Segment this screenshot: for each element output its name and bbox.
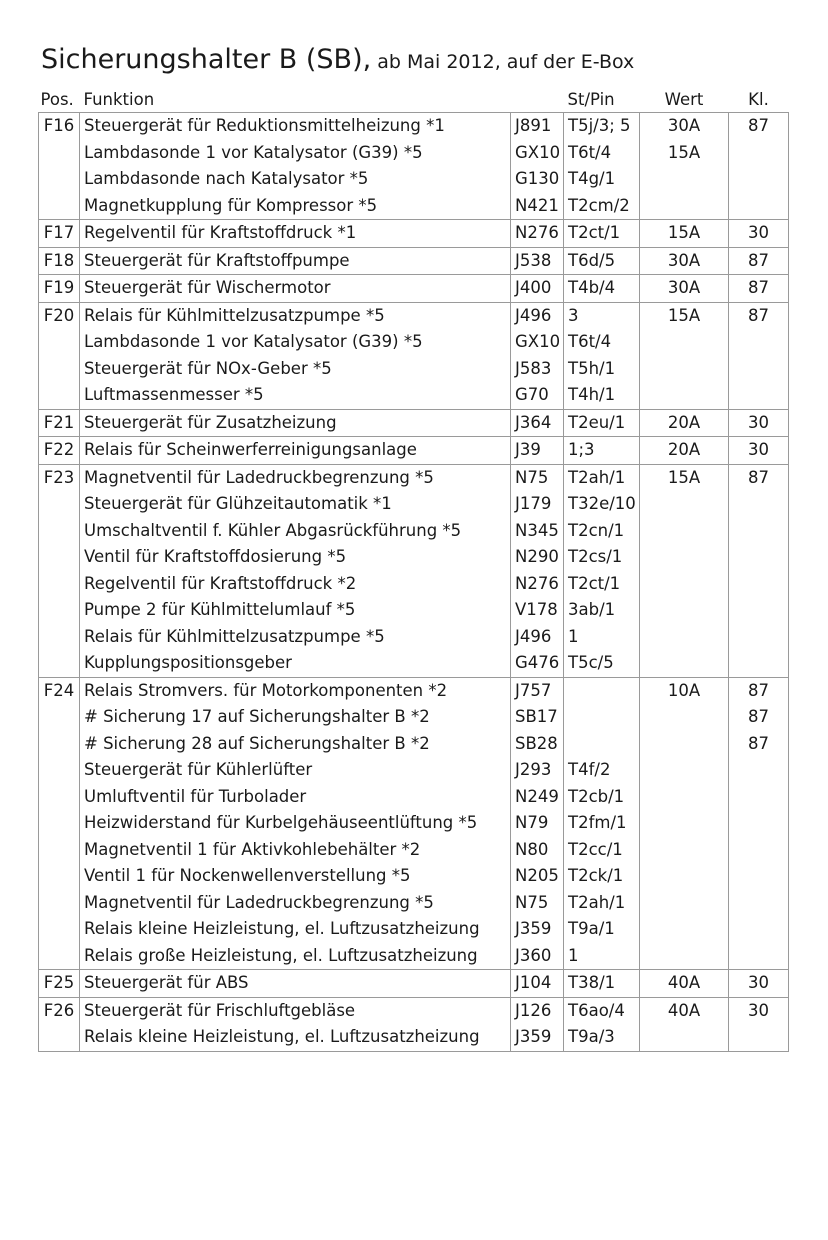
cell-stpin: T2ah/1 bbox=[564, 464, 640, 491]
cell-kl bbox=[729, 329, 789, 356]
cell-stpin: 3ab/1 bbox=[564, 597, 640, 624]
cell-code: GX10 bbox=[511, 140, 564, 167]
cell-wert bbox=[640, 731, 729, 758]
table-row bbox=[39, 544, 789, 571]
cell-kl: 30 bbox=[729, 437, 789, 465]
cell-wert bbox=[640, 704, 729, 731]
table-row bbox=[39, 571, 789, 598]
cell-pos bbox=[39, 757, 80, 784]
cell-pos: F18 bbox=[39, 247, 80, 275]
cell-stpin: T5c/5 bbox=[564, 650, 640, 677]
cell-kl: 87 bbox=[729, 302, 789, 329]
cell-kl: 30 bbox=[729, 409, 789, 437]
cell-funktion: Luftmassenmesser *5 bbox=[80, 382, 511, 409]
cell-kl bbox=[729, 890, 789, 917]
cell-stpin: T38/1 bbox=[564, 970, 640, 998]
table-row bbox=[39, 677, 789, 704]
cell-funktion: Umschaltventil f. Kühler Abgasrückführung *5 bbox=[80, 518, 511, 545]
cell-pos bbox=[39, 863, 80, 890]
cell-funktion: Steuergerät für ABS bbox=[80, 970, 511, 998]
table-row bbox=[39, 784, 789, 811]
cell-kl: 87 bbox=[729, 677, 789, 704]
cell-wert bbox=[640, 491, 729, 518]
table-row bbox=[39, 518, 789, 545]
cell-code: G70 bbox=[511, 382, 564, 409]
cell-stpin: T32e/10 bbox=[564, 491, 640, 518]
table-header bbox=[39, 88, 789, 113]
cell-pos bbox=[39, 943, 80, 970]
cell-pos: F23 bbox=[39, 464, 80, 491]
cell-stpin: T4h/1 bbox=[564, 382, 640, 409]
cell-wert bbox=[640, 356, 729, 383]
cell-wert bbox=[640, 544, 729, 571]
cell-code: J104 bbox=[511, 970, 564, 998]
cell-code: J364 bbox=[511, 409, 564, 437]
cell-kl: 87 bbox=[729, 113, 789, 140]
cell-pos: F25 bbox=[39, 970, 80, 998]
table-row bbox=[39, 650, 789, 677]
cell-pos bbox=[39, 140, 80, 167]
cell-pos: F22 bbox=[39, 437, 80, 465]
cell-funktion: Steuergerät für Frischluftgebläse bbox=[80, 997, 511, 1024]
cell-funktion: Kupplungspositionsgeber bbox=[80, 650, 511, 677]
table-row bbox=[39, 597, 789, 624]
cell-kl bbox=[729, 193, 789, 220]
cell-stpin: T6t/4 bbox=[564, 140, 640, 167]
cell-stpin: 1 bbox=[564, 943, 640, 970]
cell-funktion: Steuergerät für Kraftstoffpumpe bbox=[80, 247, 511, 275]
cell-pos bbox=[39, 382, 80, 409]
cell-kl: 30 bbox=[729, 970, 789, 998]
cell-code: N345 bbox=[511, 518, 564, 545]
table-row bbox=[39, 997, 789, 1024]
cell-pos bbox=[39, 597, 80, 624]
header-pos: Pos. bbox=[39, 88, 80, 113]
cell-stpin: T9a/1 bbox=[564, 916, 640, 943]
cell-stpin: T6t/4 bbox=[564, 329, 640, 356]
cell-kl bbox=[729, 356, 789, 383]
cell-code: GX10 bbox=[511, 329, 564, 356]
cell-code: J891 bbox=[511, 113, 564, 140]
cell-code: N421 bbox=[511, 193, 564, 220]
cell-stpin: T5j/3; 5 bbox=[564, 113, 640, 140]
cell-wert bbox=[640, 810, 729, 837]
cell-kl: 30 bbox=[729, 220, 789, 248]
cell-wert bbox=[640, 518, 729, 545]
cell-pos: F20 bbox=[39, 302, 80, 329]
table-row bbox=[39, 356, 789, 383]
title-subtitle: ab Mai 2012, auf der E-Box bbox=[371, 51, 635, 73]
cell-pos bbox=[39, 166, 80, 193]
header-code bbox=[511, 88, 564, 113]
cell-pos: F26 bbox=[39, 997, 80, 1024]
cell-pos bbox=[39, 491, 80, 518]
cell-wert: 40A bbox=[640, 970, 729, 998]
cell-funktion: # Sicherung 17 auf Sicherungshalter B *2 bbox=[80, 704, 511, 731]
cell-kl bbox=[729, 624, 789, 651]
cell-wert bbox=[640, 837, 729, 864]
cell-code: N276 bbox=[511, 571, 564, 598]
cell-stpin: T2fm/1 bbox=[564, 810, 640, 837]
cell-funktion: Steuergerät für Zusatzheizung bbox=[80, 409, 511, 437]
cell-kl bbox=[729, 597, 789, 624]
cell-kl bbox=[729, 544, 789, 571]
cell-pos bbox=[39, 193, 80, 220]
cell-stpin: T2cc/1 bbox=[564, 837, 640, 864]
cell-stpin: 3 bbox=[564, 302, 640, 329]
cell-stpin: T2cb/1 bbox=[564, 784, 640, 811]
cell-code: SB28 bbox=[511, 731, 564, 758]
cell-pos bbox=[39, 916, 80, 943]
cell-kl bbox=[729, 837, 789, 864]
cell-stpin: T2ah/1 bbox=[564, 890, 640, 917]
cell-pos bbox=[39, 571, 80, 598]
cell-funktion: # Sicherung 28 auf Sicherungshalter B *2 bbox=[80, 731, 511, 758]
cell-code: N75 bbox=[511, 464, 564, 491]
cell-funktion: Regelventil für Kraftstoffdruck *1 bbox=[80, 220, 511, 248]
cell-code: J496 bbox=[511, 302, 564, 329]
cell-pos bbox=[39, 624, 80, 651]
cell-funktion: Lambdasonde 1 vor Katalysator (G39) *5 bbox=[80, 140, 511, 167]
cell-pos bbox=[39, 704, 80, 731]
cell-wert: 15A bbox=[640, 140, 729, 167]
table-row bbox=[39, 837, 789, 864]
table-row bbox=[39, 970, 789, 998]
cell-kl bbox=[729, 757, 789, 784]
fuse-table bbox=[38, 88, 789, 1052]
cell-stpin: T9a/3 bbox=[564, 1024, 640, 1051]
table-row bbox=[39, 863, 789, 890]
cell-code: J360 bbox=[511, 943, 564, 970]
cell-wert: 40A bbox=[640, 997, 729, 1024]
cell-wert bbox=[640, 650, 729, 677]
table-row bbox=[39, 302, 789, 329]
table-row bbox=[39, 140, 789, 167]
cell-wert bbox=[640, 890, 729, 917]
cell-funktion: Magnetventil für Ladedruckbegrenzung *5 bbox=[80, 890, 511, 917]
cell-code: J583 bbox=[511, 356, 564, 383]
table-row bbox=[39, 810, 789, 837]
cell-code: N205 bbox=[511, 863, 564, 890]
cell-stpin: T5h/1 bbox=[564, 356, 640, 383]
cell-code: V178 bbox=[511, 597, 564, 624]
cell-code: J179 bbox=[511, 491, 564, 518]
cell-kl bbox=[729, 943, 789, 970]
cell-funktion: Steuergerät für Glühzeitautomatik *1 bbox=[80, 491, 511, 518]
cell-funktion: Pumpe 2 für Kühlmittelumlauf *5 bbox=[80, 597, 511, 624]
cell-wert: 20A bbox=[640, 409, 729, 437]
cell-code: N249 bbox=[511, 784, 564, 811]
cell-funktion: Umluftventil für Turbolader bbox=[80, 784, 511, 811]
header-funktion: Funktion bbox=[80, 88, 511, 113]
cell-wert bbox=[640, 1024, 729, 1051]
cell-code: N75 bbox=[511, 890, 564, 917]
cell-wert: 10A bbox=[640, 677, 729, 704]
cell-code: G476 bbox=[511, 650, 564, 677]
cell-pos: F17 bbox=[39, 220, 80, 248]
header-kl: Kl. bbox=[729, 88, 789, 113]
cell-stpin: T2cm/2 bbox=[564, 193, 640, 220]
cell-stpin: T4f/2 bbox=[564, 757, 640, 784]
cell-kl: 30 bbox=[729, 997, 789, 1024]
cell-wert: 15A bbox=[640, 302, 729, 329]
cell-funktion: Lambdasonde nach Katalysator *5 bbox=[80, 166, 511, 193]
table-row bbox=[39, 464, 789, 491]
cell-wert bbox=[640, 329, 729, 356]
cell-pos: F21 bbox=[39, 409, 80, 437]
table-row bbox=[39, 916, 789, 943]
table-row bbox=[39, 113, 789, 140]
table-row bbox=[39, 890, 789, 917]
cell-stpin: T2cs/1 bbox=[564, 544, 640, 571]
cell-funktion: Magnetkupplung für Kompressor *5 bbox=[80, 193, 511, 220]
cell-funktion: Lambdasonde 1 vor Katalysator (G39) *5 bbox=[80, 329, 511, 356]
table-row bbox=[39, 409, 789, 437]
cell-kl: 87 bbox=[729, 275, 789, 303]
cell-funktion: Relais für Kühlmittelzusatzpumpe *5 bbox=[80, 624, 511, 651]
table-row bbox=[39, 731, 789, 758]
cell-code: G130 bbox=[511, 166, 564, 193]
cell-funktion: Magnetventil 1 für Aktivkohlebehälter *2 bbox=[80, 837, 511, 864]
cell-wert bbox=[640, 382, 729, 409]
cell-funktion: Ventil für Kraftstoffdosierung *5 bbox=[80, 544, 511, 571]
cell-pos: F16 bbox=[39, 113, 80, 140]
cell-pos bbox=[39, 356, 80, 383]
cell-stpin: 1;3 bbox=[564, 437, 640, 465]
cell-funktion: Steuergerät für Kühlerlüfter bbox=[80, 757, 511, 784]
table-row bbox=[39, 193, 789, 220]
table-row bbox=[39, 166, 789, 193]
cell-funktion: Steuergerät für Reduktionsmittelheizung *1 bbox=[80, 113, 511, 140]
cell-stpin: 1 bbox=[564, 624, 640, 651]
header-wert: Wert bbox=[640, 88, 729, 113]
table-row bbox=[39, 247, 789, 275]
cell-code: J293 bbox=[511, 757, 564, 784]
cell-funktion: Heizwiderstand für Kurbelgehäuseentlüftung *5 bbox=[80, 810, 511, 837]
cell-kl: 87 bbox=[729, 731, 789, 758]
table-row bbox=[39, 382, 789, 409]
cell-stpin: T2ct/1 bbox=[564, 220, 640, 248]
cell-wert: 15A bbox=[640, 464, 729, 491]
cell-wert bbox=[640, 571, 729, 598]
cell-wert: 30A bbox=[640, 113, 729, 140]
cell-pos bbox=[39, 731, 80, 758]
cell-stpin: T2cn/1 bbox=[564, 518, 640, 545]
table-row bbox=[39, 624, 789, 651]
cell-kl bbox=[729, 382, 789, 409]
cell-kl bbox=[729, 1024, 789, 1051]
cell-wert bbox=[640, 597, 729, 624]
cell-funktion: Relais große Heizleistung, el. Luftzusatzheizung bbox=[80, 943, 511, 970]
cell-kl bbox=[729, 863, 789, 890]
cell-stpin bbox=[564, 677, 640, 704]
cell-funktion: Magnetventil für Ladedruckbegrenzung *5 bbox=[80, 464, 511, 491]
cell-stpin: T4g/1 bbox=[564, 166, 640, 193]
cell-code: J538 bbox=[511, 247, 564, 275]
cell-code: J400 bbox=[511, 275, 564, 303]
cell-funktion: Relais kleine Heizleistung, el. Luftzusatzheizung bbox=[80, 916, 511, 943]
table-row bbox=[39, 491, 789, 518]
cell-code: J126 bbox=[511, 997, 564, 1024]
cell-funktion: Relais kleine Heizleistung, el. Luftzusatzheizung bbox=[80, 1024, 511, 1051]
cell-stpin: T4b/4 bbox=[564, 275, 640, 303]
cell-code: N79 bbox=[511, 810, 564, 837]
table-body bbox=[39, 113, 789, 1052]
cell-kl bbox=[729, 140, 789, 167]
cell-pos: F19 bbox=[39, 275, 80, 303]
cell-pos bbox=[39, 1024, 80, 1051]
cell-wert: 30A bbox=[640, 275, 729, 303]
table-row bbox=[39, 704, 789, 731]
cell-wert bbox=[640, 784, 729, 811]
cell-funktion: Steuergerät für NOx-Geber *5 bbox=[80, 356, 511, 383]
header-stpin: St/Pin bbox=[564, 88, 640, 113]
cell-wert bbox=[640, 863, 729, 890]
cell-funktion: Relais für Scheinwerferreinigungsanlage bbox=[80, 437, 511, 465]
cell-kl bbox=[729, 166, 789, 193]
cell-pos bbox=[39, 650, 80, 677]
cell-wert bbox=[640, 916, 729, 943]
cell-stpin: T6d/5 bbox=[564, 247, 640, 275]
cell-funktion: Regelventil für Kraftstoffdruck *2 bbox=[80, 571, 511, 598]
cell-kl: 87 bbox=[729, 464, 789, 491]
table-row bbox=[39, 329, 789, 356]
cell-code: N290 bbox=[511, 544, 564, 571]
table-row bbox=[39, 757, 789, 784]
cell-kl bbox=[729, 571, 789, 598]
cell-pos: F24 bbox=[39, 677, 80, 704]
cell-kl bbox=[729, 491, 789, 518]
cell-code: N80 bbox=[511, 837, 564, 864]
cell-pos bbox=[39, 890, 80, 917]
table-row bbox=[39, 275, 789, 303]
cell-funktion: Relais für Kühlmittelzusatzpumpe *5 bbox=[80, 302, 511, 329]
cell-pos bbox=[39, 837, 80, 864]
cell-pos bbox=[39, 329, 80, 356]
cell-code: SB17 bbox=[511, 704, 564, 731]
cell-wert bbox=[640, 166, 729, 193]
cell-funktion: Ventil 1 für Nockenwellenverstellung *5 bbox=[80, 863, 511, 890]
cell-code: J359 bbox=[511, 1024, 564, 1051]
cell-pos bbox=[39, 518, 80, 545]
cell-code: J359 bbox=[511, 916, 564, 943]
table-row bbox=[39, 943, 789, 970]
cell-stpin: T2eu/1 bbox=[564, 409, 640, 437]
cell-kl bbox=[729, 650, 789, 677]
table-row bbox=[39, 1024, 789, 1051]
cell-code: J757 bbox=[511, 677, 564, 704]
cell-funktion: Relais Stromvers. für Motorkomponenten *2 bbox=[80, 677, 511, 704]
cell-wert: 15A bbox=[640, 220, 729, 248]
cell-wert: 20A bbox=[640, 437, 729, 465]
cell-wert bbox=[640, 757, 729, 784]
cell-stpin: T6ao/4 bbox=[564, 997, 640, 1024]
page-title bbox=[41, 44, 634, 75]
cell-wert: 30A bbox=[640, 247, 729, 275]
cell-kl: 87 bbox=[729, 247, 789, 275]
cell-kl bbox=[729, 810, 789, 837]
cell-code: J39 bbox=[511, 437, 564, 465]
cell-wert bbox=[640, 624, 729, 651]
cell-code: N276 bbox=[511, 220, 564, 248]
cell-wert bbox=[640, 943, 729, 970]
cell-kl: 87 bbox=[729, 704, 789, 731]
cell-pos bbox=[39, 544, 80, 571]
cell-funktion: Steuergerät für Wischermotor bbox=[80, 275, 511, 303]
cell-kl bbox=[729, 518, 789, 545]
cell-kl bbox=[729, 916, 789, 943]
table-row bbox=[39, 437, 789, 465]
cell-wert bbox=[640, 193, 729, 220]
cell-code: J496 bbox=[511, 624, 564, 651]
table-row bbox=[39, 220, 789, 248]
title-main: Sicherungshalter B (SB), bbox=[41, 44, 372, 75]
cell-pos bbox=[39, 810, 80, 837]
cell-stpin: T2ck/1 bbox=[564, 863, 640, 890]
cell-kl bbox=[729, 784, 789, 811]
cell-stpin: T2ct/1 bbox=[564, 571, 640, 598]
cell-stpin bbox=[564, 731, 640, 758]
cell-stpin bbox=[564, 704, 640, 731]
cell-pos bbox=[39, 784, 80, 811]
